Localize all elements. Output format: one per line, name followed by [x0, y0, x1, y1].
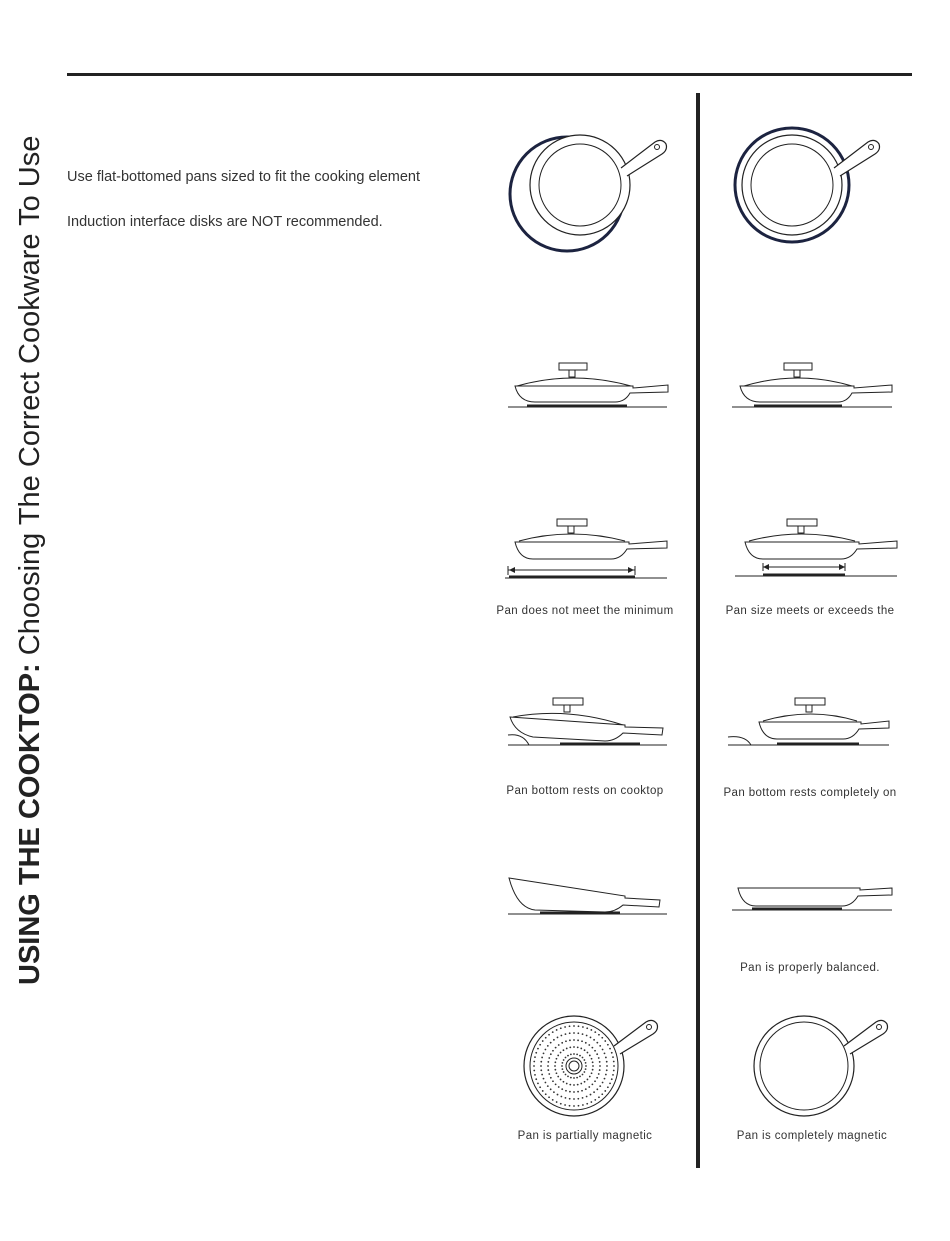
pan-completely-magnetic-illustration — [748, 1010, 893, 1125]
pan-offcenter-top-view-illustration — [505, 130, 680, 260]
pan-flat-rest-illustration — [725, 695, 895, 750]
pan-correct-size-illustration — [735, 515, 905, 587]
caption-size-incorrect: Pan does not meet the minimum — [496, 605, 674, 617]
pan-partially-magnetic-illustration — [520, 1010, 665, 1125]
section-title — [0, 0, 60, 1000]
caption-rest-incorrect: Pan bottom rests on cooktop — [506, 785, 664, 797]
pan-side-lid-illustration-left — [505, 360, 675, 415]
column-divider — [696, 93, 700, 1168]
header-rule — [67, 73, 912, 76]
intro-line-2: Induction interface disks are NOT recommended. — [67, 214, 383, 230]
caption-rest-correct: Pan bottom rests completely on — [723, 787, 897, 799]
caption-size-correct: Pan size meets or exceeds the — [725, 605, 895, 617]
pan-centered-top-view-illustration — [730, 130, 905, 260]
caption-balance-correct: Pan is properly balanced. — [740, 962, 880, 974]
caption-magnetic-partial: Pan is partially magnetic — [517, 1130, 653, 1142]
pan-tilted-on-trim-illustration — [505, 695, 675, 750]
caption-magnetic-complete: Pan is completely magnetic — [736, 1130, 888, 1142]
pan-unbalanced-illustration — [505, 870, 675, 920]
pan-balanced-illustration — [730, 870, 900, 920]
intro-line-1: Use flat-bottomed pans sized to fit the cooking element — [67, 169, 421, 185]
section-title-text: Choosing The Correct Cookware To Use — [14, 135, 46, 656]
pan-too-small-illustration — [505, 515, 675, 587]
pan-side-lid-illustration-right — [730, 360, 900, 415]
section-title-bold: USING THE COOKTOP: — [14, 663, 46, 985]
